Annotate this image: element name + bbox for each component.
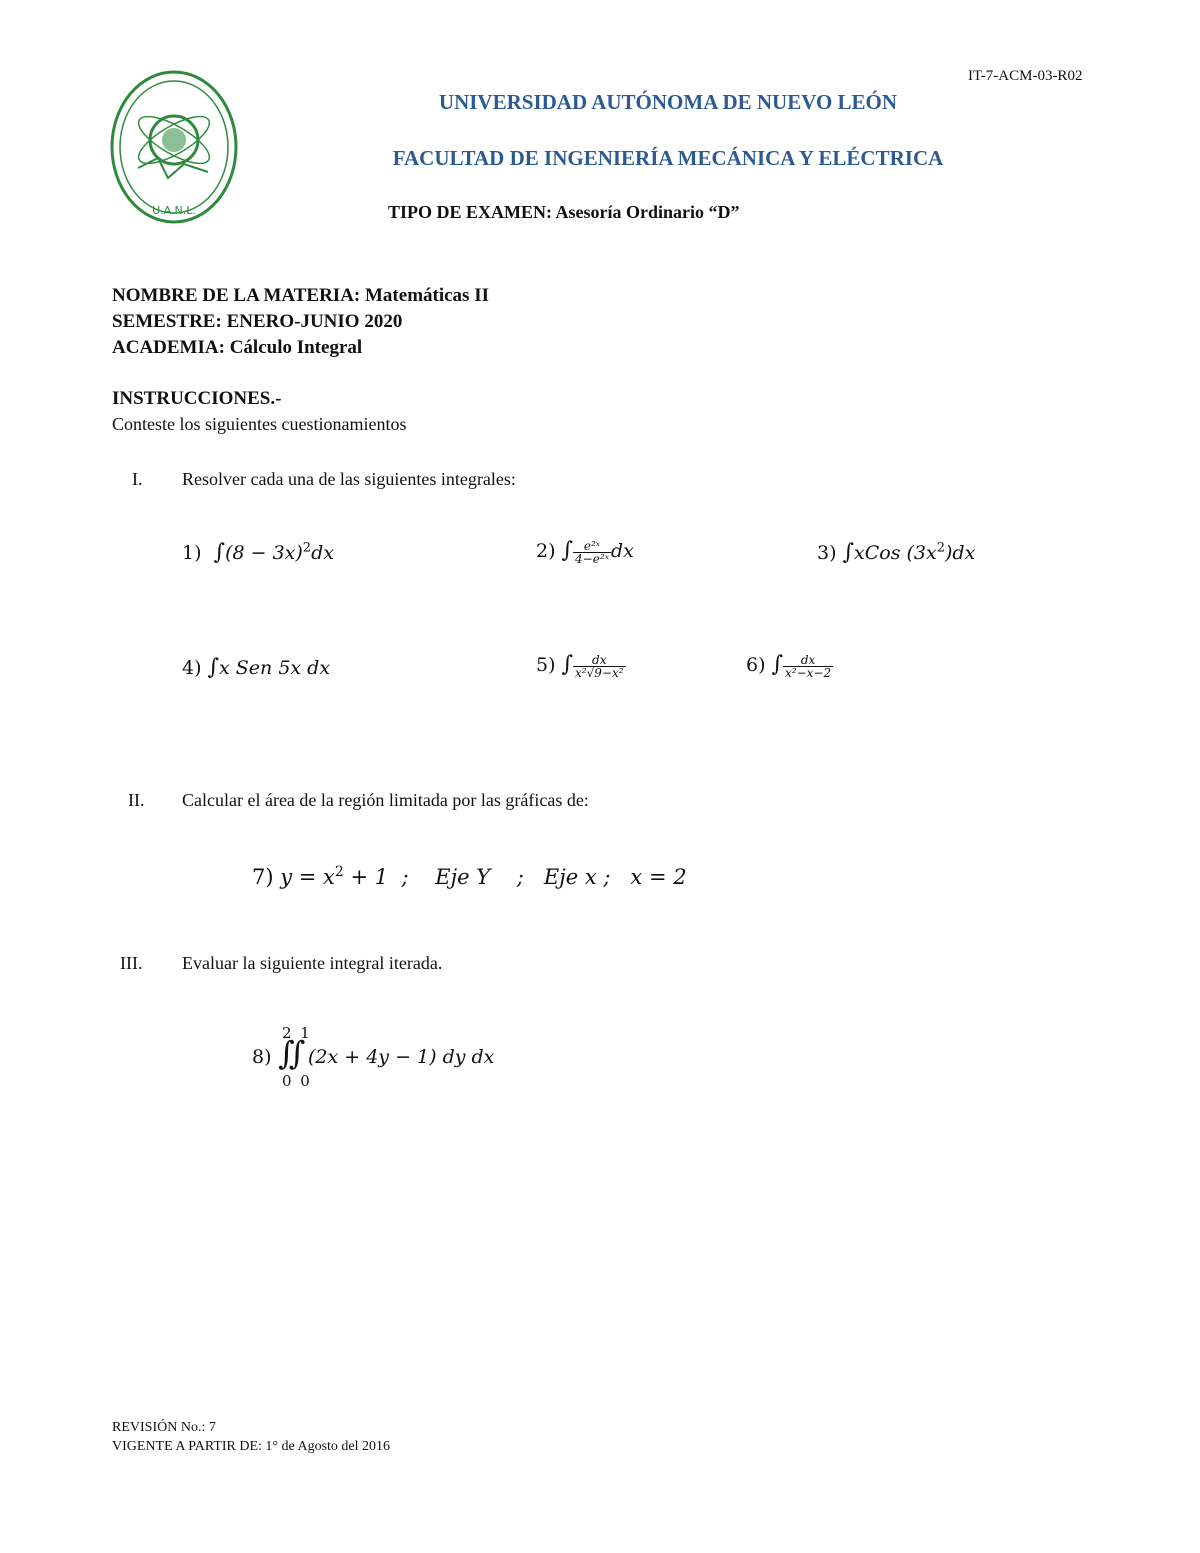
problem-5: 5) ∫ $\frac{dx}{\text{x²√9−x²}}$ [536,652,624,680]
problem-6: 6) ∫ $\frac{dx}{\text{x²−x−2}}$ [746,652,832,680]
svg-text:U.A.N.L.: U.A.N.L. [152,204,196,217]
university-name: UNIVERSIDAD AUTÓNOMA DE NUEVO LEÓN [438,90,898,114]
problem-4: 4) ∫x Sen 5x dx [182,655,331,680]
semester-line: SEMESTRE: ENERO-JUNIO 2020 [112,311,403,332]
section-number: I. [132,469,143,489]
exam-type: TIPO DE EXAMEN: Asesoría Ordinario “D” [388,202,740,222]
problem-1: 1) $\int(8 - 3x)^2dx$ [182,540,334,565]
section-number: II. [128,790,145,810]
instructions-text: Conteste los siguientes cuestionamientos [112,414,407,434]
section-text: Calcular el área de la región limitada por las gráficas de: [182,790,589,810]
section-text: Evaluar la siguiente integral iterada. [182,953,443,973]
instructions-title: INSTRUCCIONES.- [112,388,282,409]
subject-line: NOMBRE DE LA MATERIA: Matemáticas II [112,285,489,306]
academy-line: ACADEMIA: Cálculo Integral [112,337,363,358]
problem-3: 3) ∫xCos $(3x^2)dx$ [817,540,976,565]
section-text: Resolver cada una de las siguientes integrales: [182,469,516,489]
section-number: III. [120,953,143,973]
revision-footer: REVISIÓN No.: 7 VIGENTE A PARTIR DE: 1° de Agosto del 2016 [112,1420,391,1454]
problem-2: 2) ∫ $\frac{\text{e²ˣ}}{\text{4−e²ˣ}}$ dx [536,538,634,566]
faculty-name: FACULTAD DE INGENIERÍA MECÁNICA Y ELÉCTRICA [392,146,944,170]
problem-7: 7) $y = x^2 + 1$ ; Eje Y ; Eje x ; x = 2 [252,864,687,889]
document-code: IT-7-ACM-03-R02 [968,68,1083,84]
